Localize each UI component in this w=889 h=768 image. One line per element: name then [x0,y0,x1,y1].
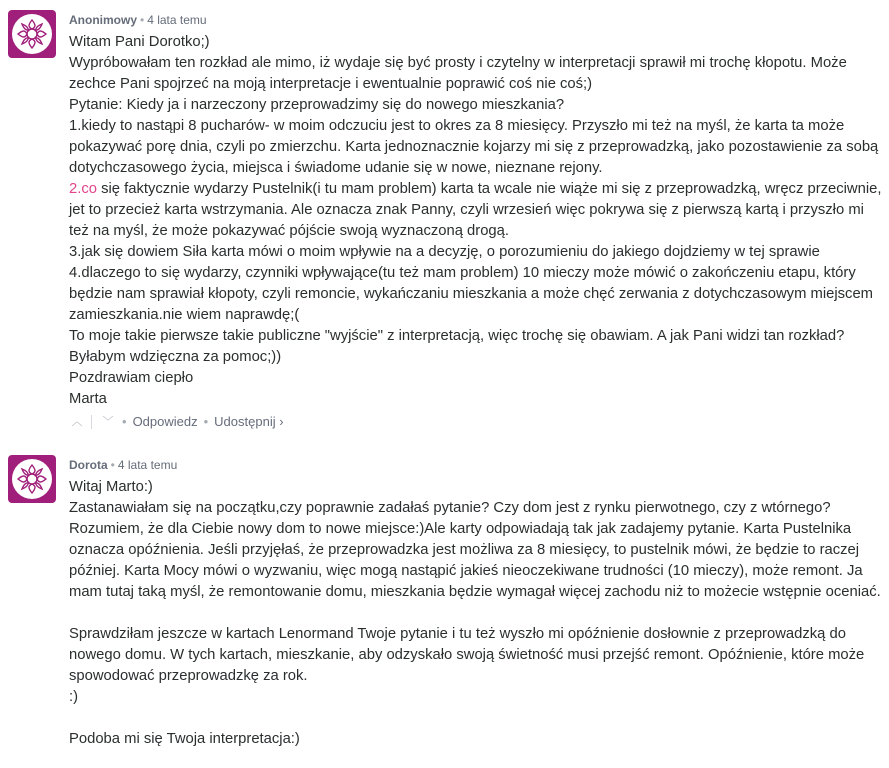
comment-footer [69,412,883,432]
comment-line: 4.dlaczego to się wydarzy, czynniki wpływające(tu też mam problem) 10 mieczy może mówić o zakończeniu etapu, który będzie nam sprawiał kłopoty, czyli remoncie, wykańczaniu mieszkania a może chęć zerwania z dotychczasowym miejscem zamieszkania.nie wiem naprawdę;( [69,265,874,323]
meta-separator: • [140,13,145,27]
comment-text [69,32,883,410]
avatar[interactable] [8,10,56,58]
blank-line [69,603,883,624]
comment-line: 3.jak się dowiem Siła karta mówi o moim wpływie na a decyzję, o porozumieniu do jakiego dojdziemy w tej sprawie [69,244,820,260]
footer-separator: • [122,414,127,429]
comment-line: Podoba mi się Twoja interpretacja:) [69,731,300,747]
comment-line: To moje takie pierwsze takie publiczne "wyjście" z interpretacją, więc trochę się obawiam. A jak Pani widzi tan rozkład? Byłabym wdzięczna za pomoc;)) [69,328,845,365]
comment-line: Sprawdziłam jeszcze w kartach Lenormand Twoje pytanie i tu też wyszło mi opóźnienie dosłownie z przeprowadzką do nowego domu. W tych kartach, mieszkanie, aby odzyskało swoją świetność musi przejść remont. Opóźnienie, które może spowodować przeprowadzkę za rok. [69,626,865,684]
share-button[interactable]: Udostępnij › [214,414,284,429]
comment-meta [69,455,883,475]
comment-line: Zastanawiałam się na początku,czy poprawnie zadałaś pytanie? Czy dom jest z rynku pierwotnego, czy z wtórnego? Rozumiem, że dla Ciebie nowy dom to nowe miejsce:)Ale karty odpowiadają tak jak zadajemy pytanie. Karta Pustelnika oznacza opóźnienia. Jeśli przyjęłaś, że przeprowadzka jest możliwa za 8 miesięcy, to pustelnik mówi, że będzie to raczej później. Karta Mocy mówi o wyzwaniu, więc mogą nastąpić jakieś nieoczekiwane trudności (10 mieczy), może remont. Ja mam tutaj taką myśl, że remontowanie domu, mieszkania będzie wymagał więcej zachodu niż to możecie wstępnie oceniać. [69,500,881,600]
comment-line: Pytanie: Kiedy ja i narzeczony przeprowadzimy się do nowego mieszkania? [69,97,565,113]
comment-line-rest: się faktycznie wydarzy Pustelnik(i tu mam problem) karta ta wcale nie wiąże mi się z przeprowadzką, wręcz przeciwnie, jet to przecież karta wstrzymania. Ale oznacza znak Panny, czyli wrzesień więc pokrywa się z pierwszą kartą i przyszło mi też na myśl, że może pokazywać pójście swoją wyznaczoną drogą. [69,181,882,239]
comment-line: 1.kiedy to nastąpi 8 pucharów- w moim odczuciu jest to okres za 8 miesięcy. Przyszło mi też na myśl, że karta ta może pokazywać porę dnia, czyli po zmierzchu. Karta jednoznacznie kojarzy mi się z przeprowadzką, jako pozostawienie za sobą dotychczasowego życia, miejsca i świadome udanie się w nowe, nieznane rejony. [69,118,879,176]
comment-line: Witam Pani Dorotko;) [69,34,210,50]
comment-text [69,477,883,750]
timestamp[interactable]: 4 lata temu [117,458,178,472]
vote-divider [91,415,92,429]
comment-line: :) [69,689,79,705]
chevron-down-icon[interactable]: ﹀ [102,416,114,428]
comment-line: Wypróbowałam ten rozkład ale mimo, iż wydaje się być prosty i czytelny w interpretacji sprawił mi trochę kłopotu. Może zechce Pani spojrzeć na moją interpretacje i ewentualnie poprawić coś nie coś;) [69,55,847,92]
comment-line: Witaj Marto:) [69,479,153,495]
footer-separator: • [203,414,209,429]
author-name[interactable]: Dorota [69,458,108,472]
author-name[interactable]: Anonimowy [69,13,137,27]
blank-line [69,708,883,729]
mandala-icon [12,459,52,499]
mandala-icon [12,14,52,54]
meta-separator: • [110,458,115,472]
comment-line [69,179,883,242]
comment-meta [69,10,883,30]
timestamp[interactable]: 4 lata temu [147,13,207,27]
comment-line: Marta [69,391,107,407]
comment-line: Pozdrawiam ciepło [69,370,194,386]
avatar[interactable] [8,455,56,503]
inline-link[interactable]: 2.co [69,181,97,197]
reply-button[interactable]: Odpowiedz [132,414,198,429]
chevron-up-icon[interactable]: ︿ [71,416,83,428]
